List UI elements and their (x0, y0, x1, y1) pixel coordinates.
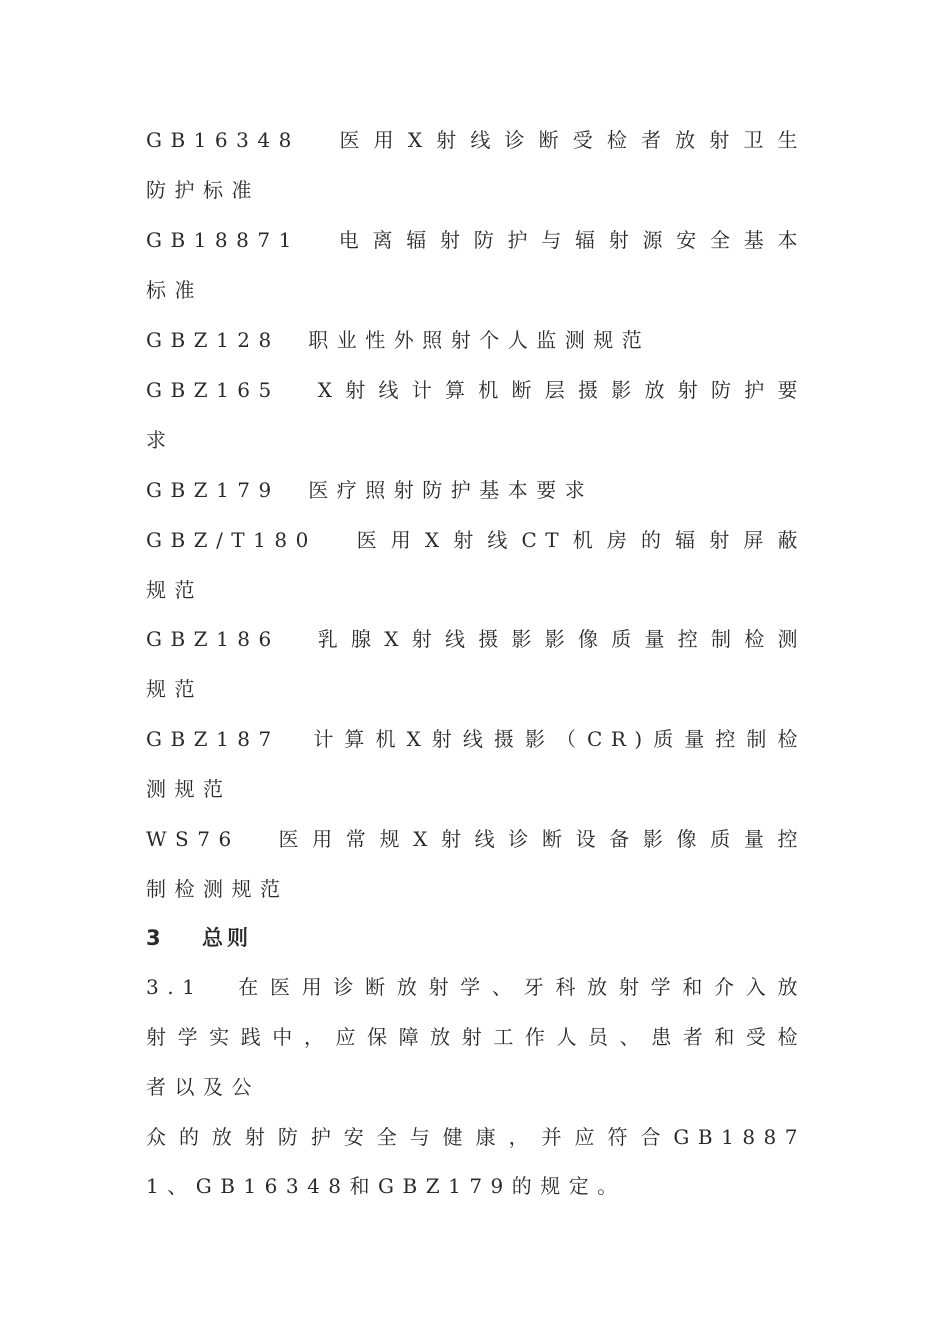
standard-entry-gbz179: GBZ179 医疗照射防护基本要求 (146, 478, 594, 502)
section-number: 3 (146, 926, 165, 950)
standard-entry-continuation: 标准 (146, 278, 203, 302)
section-heading (146, 925, 252, 951)
body-paragraph-line: 3.1 在医用诊断放射学、牙科放射学和介入放 (146, 975, 806, 999)
standard-entry-continuation: 测规范 (146, 777, 232, 801)
standard-entry-gbz187: GBZ187 计算机X射线摄影（CR)质量控制检 (146, 727, 806, 751)
standard-entry-gb16348: GB16348 医用X射线诊断受检者放射卫生 (146, 128, 806, 152)
standard-entry-gbz-t180: GBZ/T180 医用X射线CT机房的辐射屏蔽 (146, 528, 806, 552)
standard-entry-continuation: 规范 (146, 578, 203, 602)
body-paragraph-line: 众的放射防护安全与健康，并应符合GB1887 (146, 1125, 806, 1149)
standard-entry-continuation: 规范 (146, 677, 203, 701)
standard-entry-gbz128: GBZ128 职业性外照射个人监测规范 (146, 328, 651, 352)
standard-entry-continuation: 制检测规范 (146, 877, 289, 901)
standard-entry-ws76: WS76 医用常规X射线诊断设备影像质量控 (146, 827, 806, 851)
body-paragraph-line: 者以及公 (146, 1075, 260, 1099)
standard-entry-continuation: 防护标准 (146, 178, 260, 202)
standard-entry-gbz165: GBZ165 X射线计算机断层摄影放射防护要 (146, 378, 806, 402)
standard-entry-gbz186: GBZ186 乳腺X射线摄影影像质量控制检测 (146, 627, 806, 651)
standard-entry-gb18871: GB18871 电离辐射防护与辐射源安全基本 (146, 228, 806, 252)
body-paragraph-line: 1、GB16348和GBZ179的规定。 (146, 1174, 626, 1198)
section-title: 总则 (202, 926, 252, 950)
body-paragraph-line: 射学实践中，应保障放射工作人员、患者和受检 (146, 1025, 806, 1049)
standard-entry-continuation: 求 (146, 428, 175, 452)
